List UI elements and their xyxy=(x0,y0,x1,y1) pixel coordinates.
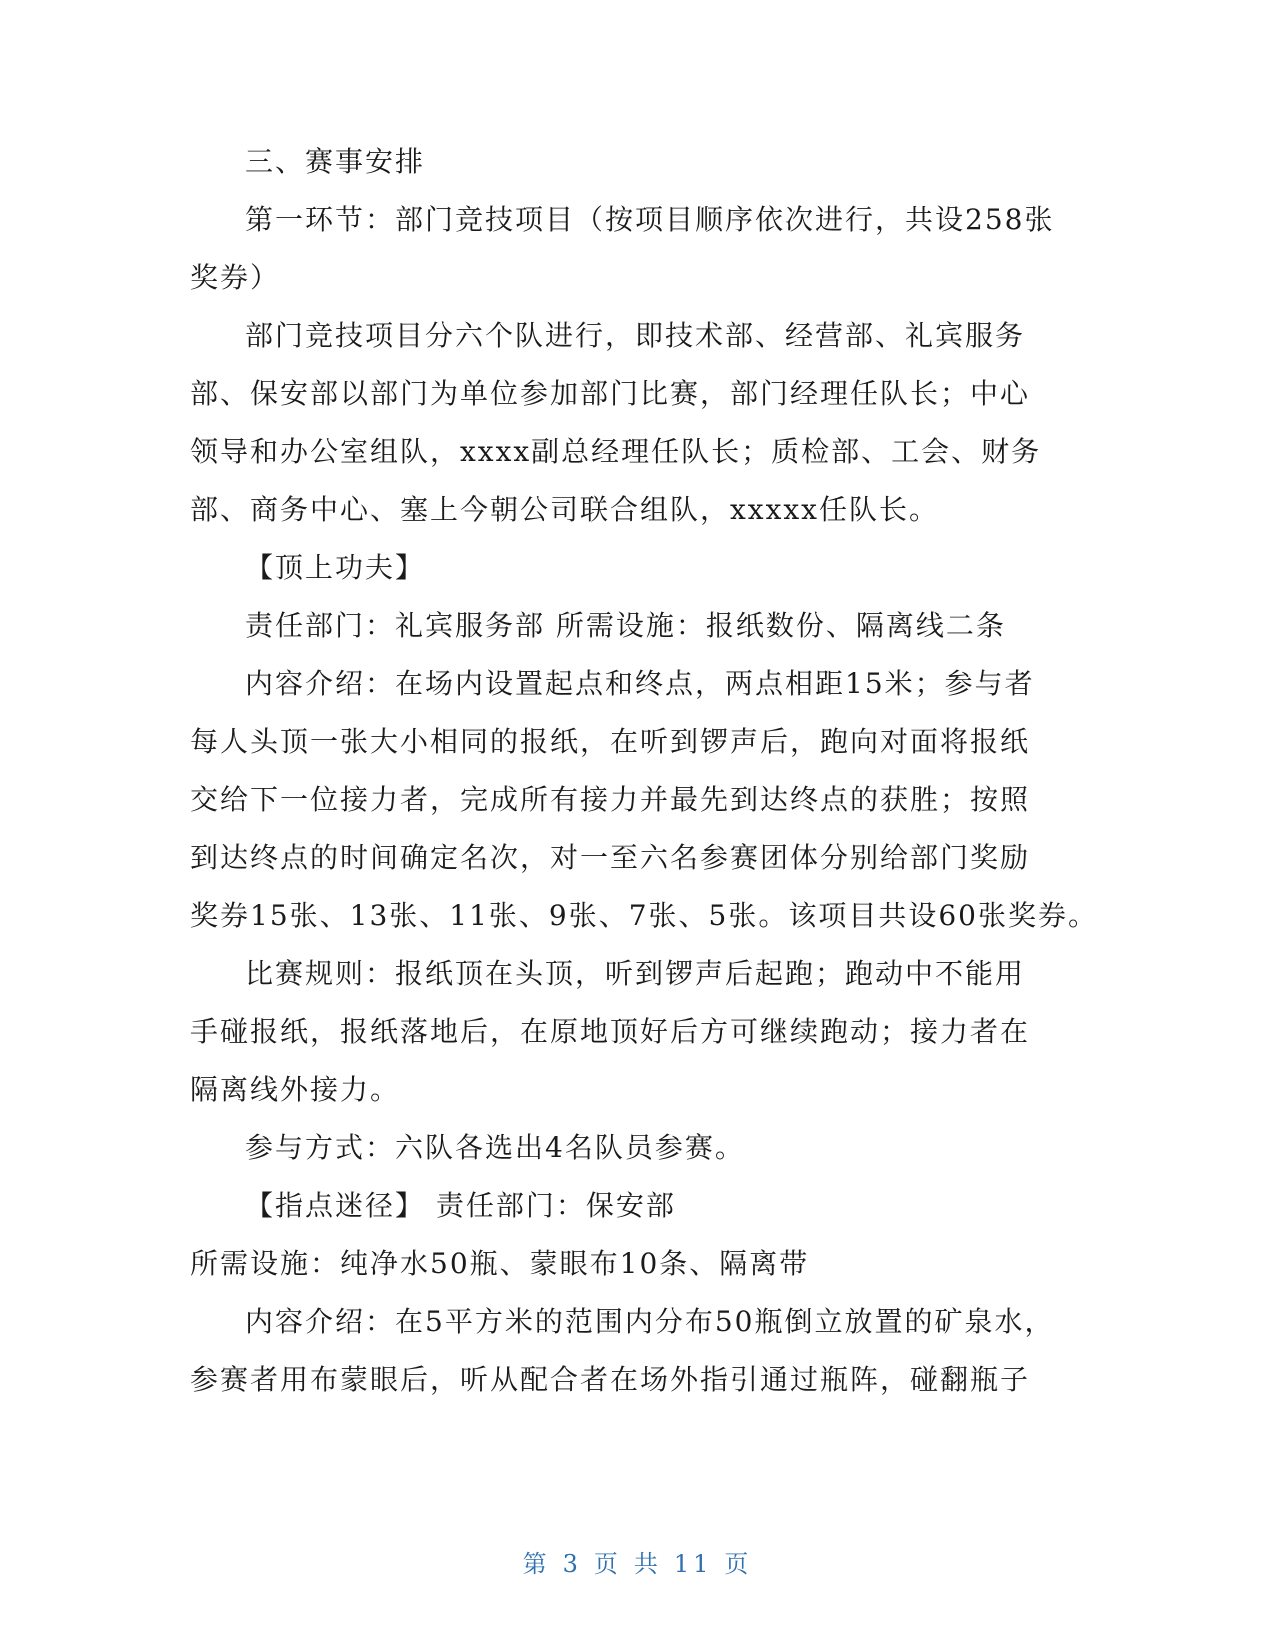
paragraph-line: 部、保安部以部门为单位参加部门比赛，部门经理任队长；中心 xyxy=(190,377,1031,410)
subsection-heading: 【顶上功夫】 xyxy=(245,551,426,584)
page-footer xyxy=(0,1544,1275,1579)
paragraph-line: 内容介绍：在场内设置起点和终点，两点相距15米；参与者 xyxy=(245,667,1035,700)
paragraph-line: 内容介绍：在5平方米的范围内分布50瓶倒立放置的矿泉水， xyxy=(245,1305,1055,1338)
paragraph-line: 交给下一位接力者，完成所有接力并最先到达终点的获胜；按照 xyxy=(190,783,1031,816)
paragraph-line: 所需设施：纯净水50瓶、蒙眼布10条、隔离带 xyxy=(190,1247,810,1280)
page-label-post: 页 xyxy=(724,1550,753,1578)
page-total: 11 xyxy=(673,1550,713,1578)
paragraph-line: 到达终点的时间确定名次，对一至六名参赛团体分别给部门奖励 xyxy=(190,841,1031,874)
paragraph-line: 奖券15张、13张、11张、9张、7张、5张。该项目共设60张奖券。 xyxy=(190,899,1098,932)
page-current: 3 xyxy=(562,1550,582,1578)
paragraph-line: 手碰报纸，报纸落地后，在原地顶好后方可继续跑动；接力者在 xyxy=(190,1015,1031,1048)
paragraph-line: 部、商务中心、塞上今朝公司联合组队，xxxxx任队长。 xyxy=(190,493,939,526)
paragraph-line: 领导和办公室组队，xxxx副总经理任队长；质检部、工会、财务 xyxy=(190,435,1042,468)
paragraph-line: 责任部门：礼宾服务部 所需设施：报纸数份、隔离线二条 xyxy=(245,609,1006,642)
total-label: 共 xyxy=(633,1550,662,1578)
subsection-heading: 【指点迷径】 责任部门：保安部 xyxy=(245,1189,676,1222)
paragraph-line: 部门竞技项目分六个队进行，即技术部、经营部、礼宾服务 xyxy=(245,319,1026,352)
paragraph-line: 奖券） xyxy=(190,261,281,294)
paragraph-line: 参与方式：六队各选出4名队员参赛。 xyxy=(245,1131,745,1164)
page-label-pre: 第 xyxy=(522,1550,551,1578)
paragraph-line: 隔离线外接力。 xyxy=(190,1073,401,1106)
paragraph-line: 参赛者用布蒙眼后，听从配合者在场外指引通过瓶阵，碰翻瓶子 xyxy=(190,1363,1031,1396)
section-heading: 三、赛事安排 xyxy=(245,145,426,178)
paragraph-line: 第一环节：部门竞技项目（按项目顺序依次进行，共设258张 xyxy=(245,203,1055,236)
page-label-mid: 页 xyxy=(593,1550,622,1578)
paragraph-line: 每人头顶一张大小相同的报纸，在听到锣声后，跑向对面将报纸 xyxy=(190,725,1031,758)
paragraph-line: 比赛规则：报纸顶在头顶，听到锣声后起跑；跑动中不能用 xyxy=(245,957,1026,990)
